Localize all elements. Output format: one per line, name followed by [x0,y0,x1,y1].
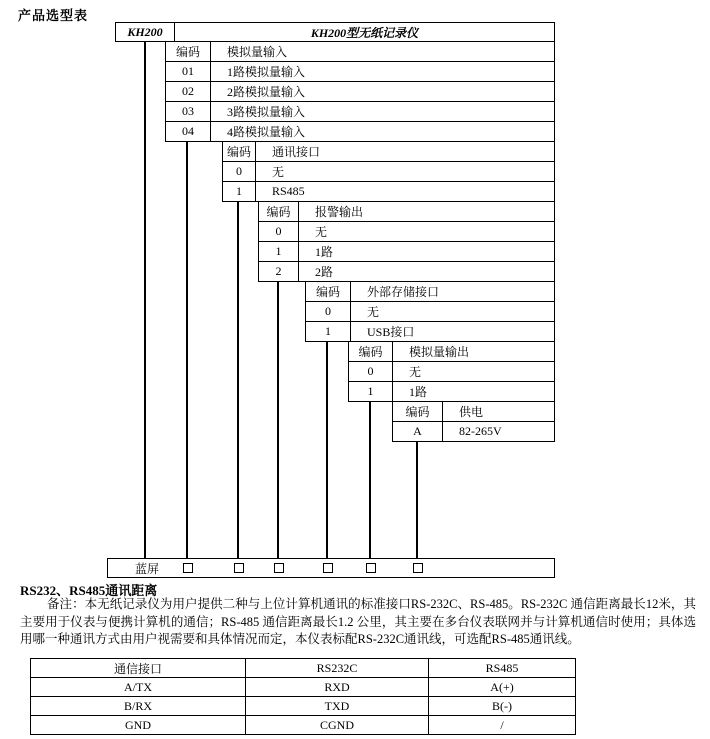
wiring-header-cell: RS485 [429,659,576,678]
order-code-checkbox[interactable] [413,563,423,573]
option-cell: 2路 [299,262,555,282]
code-cell: 1 [349,382,393,402]
order-code-checkbox[interactable] [323,563,333,573]
order-code-bar-label: 蓝屏 [134,562,159,576]
wiring-cell: A/TX [31,678,246,697]
order-code-checkbox[interactable] [183,563,193,573]
code-header-cell: 编码 [166,42,211,62]
option-cell: 1路 [299,242,555,262]
code-cell: 2 [259,262,299,282]
option-header-cell: 模拟量输出 [393,342,555,362]
option-header-cell: 模拟量输入 [211,42,555,62]
code-cell: 1 [223,182,256,202]
option-cell: USB接口 [351,322,555,342]
model-code: KH200 [127,24,163,39]
code-cell: 0 [259,222,299,242]
page-title: 产品选型表 [18,8,89,23]
connector-line [326,330,328,558]
code-cell: 02 [166,82,211,102]
order-code-checkbox[interactable] [234,563,244,573]
option-header-cell: 报警输出 [299,202,555,222]
selector-table-analog-input [165,41,555,142]
wiring-cell: B/RX [31,697,246,716]
code-header-cell: 编码 [349,342,393,362]
code-header-cell: 编码 [223,142,256,162]
comm-distance-note: 备注：本无纸记录仪为用户提供二种与上位计算机通讯的标准接口RS-232C、RS-485。RS-232C 通信距离最长12米，其主要用于仪表与便携计算机的通信；RS-485 通信距离最长1.2 公里，其主要在多台仪表联网并与计算机通信时使用；具体选用哪一种通讯方式由用户视需要和具体情况而定，本仪表标配RS-232C通讯线，可选配RS-485通讯线。 [20,597,696,646]
wiring-cell: B(-) [429,697,576,716]
code-cell: 01 [166,62,211,82]
connector-line [186,130,188,558]
option-cell: 3路模拟量输入 [211,102,555,122]
option-cell: 无 [256,162,555,182]
connector-line [277,270,279,558]
wiring-cell: A(+) [429,678,576,697]
code-cell: A [393,422,443,442]
code-cell: 0 [223,162,256,182]
model-code-box [115,22,175,42]
wiring-cell: TXD [246,697,429,716]
wiring-header-cell: 通信接口 [31,659,246,678]
option-cell: 2路模拟量输入 [211,82,555,102]
order-code-checkbox[interactable] [274,563,284,573]
code-header-cell: 编码 [259,202,299,222]
code-cell: 0 [349,362,393,382]
option-cell: 4路模拟量输入 [211,122,555,142]
selector-table-storage-interface [305,281,555,342]
order-code-checkbox[interactable] [366,563,376,573]
option-cell: 无 [299,222,555,242]
connector-line [144,41,146,558]
order-code-bar [107,558,555,578]
wiring-header-cell: RS232C [246,659,429,678]
option-cell: 1路模拟量输入 [211,62,555,82]
option-header-cell: 通讯接口 [256,142,555,162]
option-cell: 82-265V [443,422,555,442]
selector-table-power-supply [392,401,555,442]
code-cell: 0 [306,302,351,322]
code-cell: 1 [306,322,351,342]
selector-table-alarm-output [258,201,555,282]
code-header-cell: 编码 [306,282,351,302]
connector-line [369,390,371,558]
connector-line [237,190,239,558]
option-header-cell: 供电 [443,402,555,422]
comm-distance-heading: RS232、RS485通讯距离 [20,583,158,598]
option-cell: 无 [393,362,555,382]
code-cell: 04 [166,122,211,142]
code-cell: 1 [259,242,299,262]
wiring-cell: / [429,716,576,735]
option-cell: RS485 [256,182,555,202]
connector-line [416,430,418,558]
option-cell: 无 [351,302,555,322]
selector-table-analog-output [348,341,555,402]
model-name-box [174,22,555,42]
selector-table-comm-interface [222,141,555,202]
wiring-cell: CGND [246,716,429,735]
option-cell: 1路 [393,382,555,402]
option-header-cell: 外部存储接口 [351,282,555,302]
code-cell: 03 [166,102,211,122]
code-header-cell: 编码 [393,402,443,422]
wiring-table [30,658,576,735]
wiring-cell: GND [31,716,246,735]
model-name: KH200型无纸记录仪 [310,25,419,40]
wiring-cell: RXD [246,678,429,697]
